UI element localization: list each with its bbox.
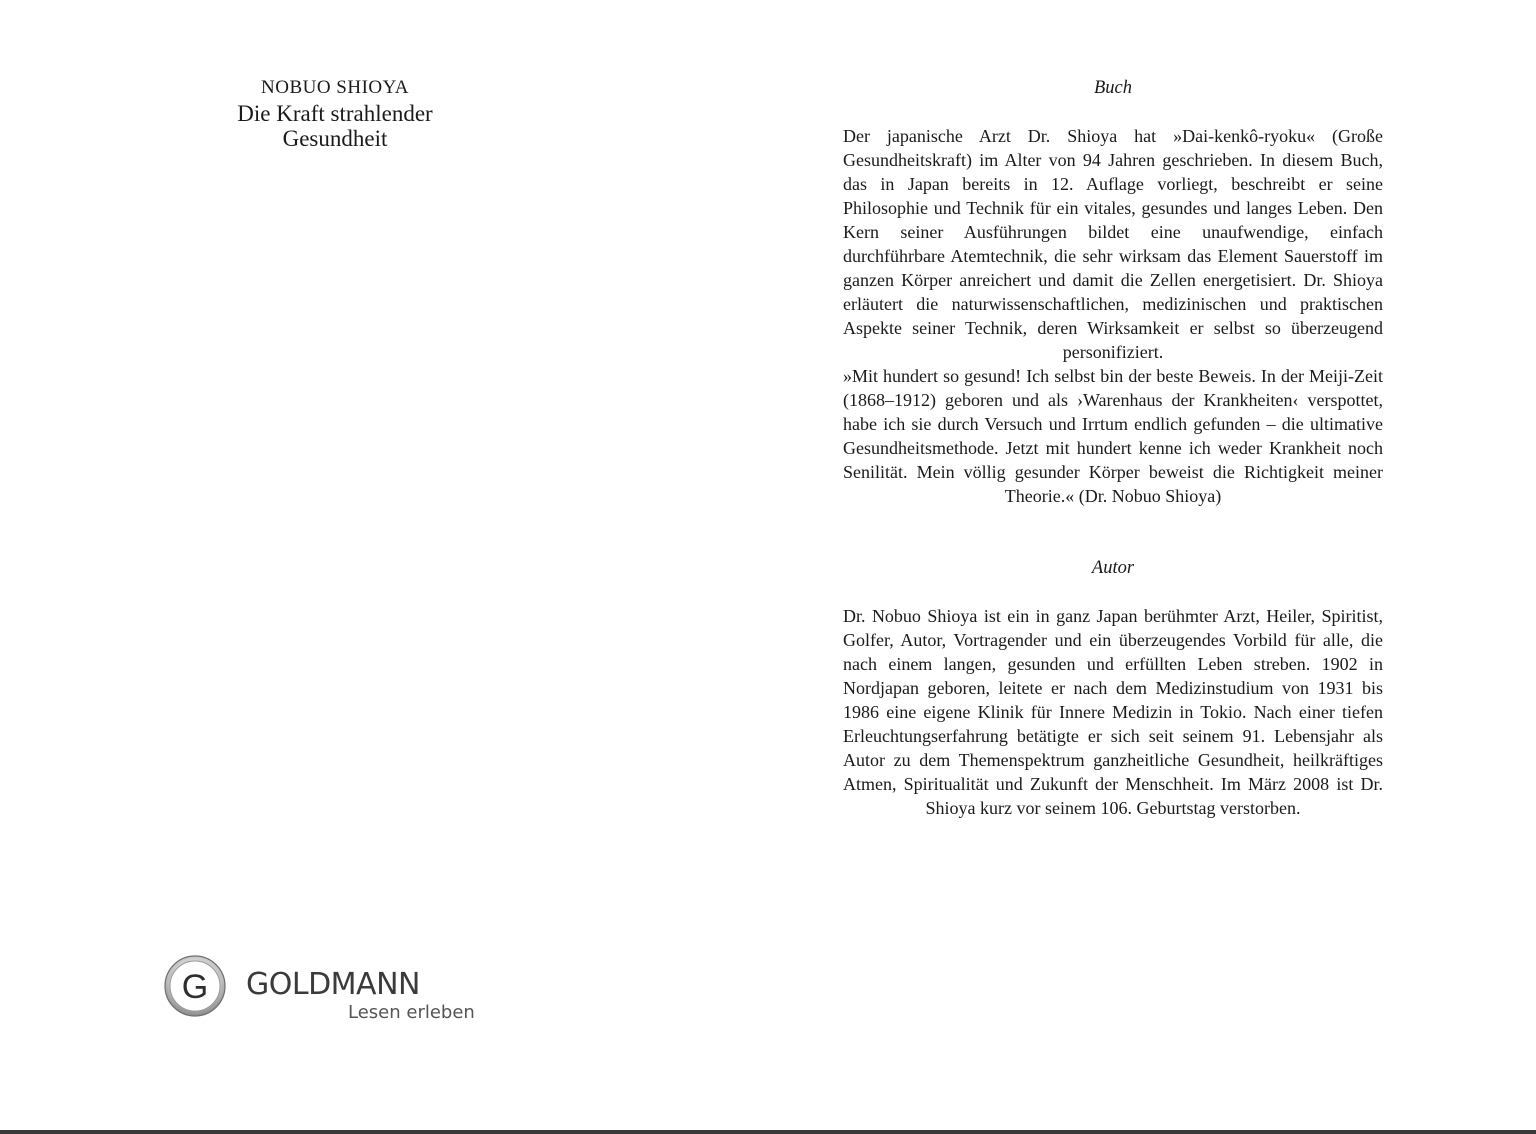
logo-letter: G xyxy=(181,968,209,1006)
publisher-tagline: Lesen erleben xyxy=(348,1002,475,1023)
book-title xyxy=(180,101,490,151)
blurb-page xyxy=(843,76,1383,820)
spacer xyxy=(843,580,1383,604)
spacer xyxy=(843,100,1383,124)
goldmann-g-icon xyxy=(164,955,226,1017)
book-quote-paragraph: »Mit hundert so gesund! Ich selbst bin der beste Beweis. In der Meiji-Zeit (1868–1912) geboren und als ›Warenhaus der Krankheiten‹ verspottet, habe ich sie durch Versuch und Irrtum endlich gefunden – die ultimative Gesundheitsmethode. Jetzt mit hundert kenne ich weder Krankheit noch Senilität. Mein völlig gesunder Körper beweist die Richtigkeit meiner Theorie.« (Dr. Nobuo Shioya) xyxy=(843,366,1383,506)
book-title-line-1: Die Kraft strahlender xyxy=(237,101,433,126)
half-title-block xyxy=(180,76,490,151)
book-section-heading: Buch xyxy=(1093,78,1132,98)
author-name: NOBUO SHIOYA xyxy=(261,77,409,98)
author-bio-paragraph: Dr. Nobuo Shioya ist ein in ganz Japan berühmter Arzt, Heiler, Spiritist, Golfer, Autor, Vortragender und ein überzeugendes Vorbild für alle, die nach einem langen, gesunden und erfüllten Leben streben. 1902 in Nordjapan geboren, leitete er nach dem Medizinstudium von 1931 bis 1986 eine eigene Klinik für Innere Medizin in Tokio. Nach einer tiefen Erleuchtungserfahrung betätigte er sich seit seinem 91. Lebensjahr als Autor zu dem Themenspektrum ganzheitliche Gesundheit, heilkräftiges Atmen, Spiritualität und Zukunft der Menschheit. Im März 2008 ist Dr. Shioya kurz vor seinem 106. Geburtstag verstorben. xyxy=(843,606,1383,818)
bottom-divider xyxy=(0,1130,1536,1134)
author-section-heading: Autor xyxy=(1091,558,1135,578)
publisher-logo xyxy=(164,955,484,1035)
publisher-name: GOLDMANN xyxy=(246,967,420,1002)
book-description-paragraph: Der japanische Arzt Dr. Shioya hat »Dai-kenkô-ryoku« (Große Gesundheitskraft) im Alter von 94 Jahren geschrieben. In diesem Buch, das in Japan bereits in 12. Auflage vorliegt, beschreibt er seine Philosophie und Technik für ein vitales, gesundes und langes Leben. Den Kern seiner Ausführungen bildet eine unaufwendige, einfach durchführbare Atemtechnik, die sehr wirksam das Element Sauerstoff im ganzen Körper anreichert und damit die Zellen energetisiert. Dr. Shioya erläutert die naturwissenschaftlichen, medizinischen und praktischen Aspekte seiner Technik, deren Wirksamkeit er selbst so überzeugend personifiziert. xyxy=(843,126,1383,362)
spacer xyxy=(843,508,1383,556)
book-title-line-2: Gesundheit xyxy=(282,126,388,151)
